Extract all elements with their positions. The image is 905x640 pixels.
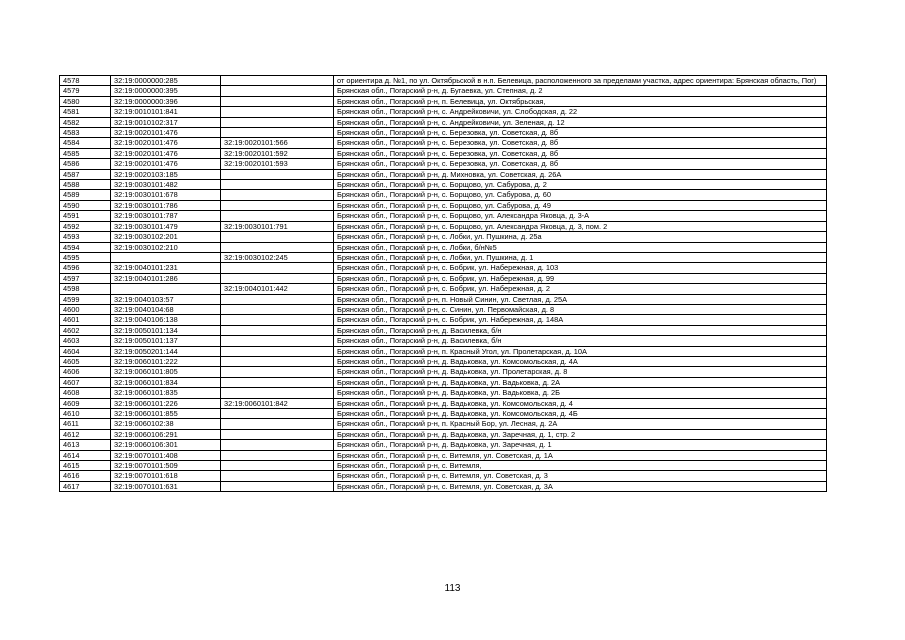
table-row: [60, 388, 827, 398]
cadastral-number-cell: 32:19:0060101:226: [111, 398, 221, 408]
address-cell: Брянская обл., Погарский р-н, с. Лобки, ул. Пушкина, д. 25а: [334, 232, 827, 242]
cadastral-number-cell: 32:19:0050101:134: [111, 325, 221, 335]
row-number-cell: 4595: [60, 252, 111, 262]
row-number-cell: 4583: [60, 128, 111, 138]
cadastral-number-cell: 32:19:0030101:786: [111, 200, 221, 210]
row-number-cell: 4599: [60, 294, 111, 304]
address-cell: Брянская обл., Погарский р-н, д. Вадьковка, ул. Пролетарская, д. 8: [334, 367, 827, 377]
address-cell: Брянская обл., Погарский р-н, п. Новый Синин, ул. Светлая, д. 25А: [334, 294, 827, 304]
related-cadastral-number-cell: [221, 96, 334, 106]
cadastral-number-cell: 32:19:0070101:509: [111, 461, 221, 471]
table-row: [60, 336, 827, 346]
table-row: [60, 263, 827, 273]
table-row: [60, 481, 827, 491]
related-cadastral-number-cell: 32:19:0040101:442: [221, 284, 334, 294]
table-row: [60, 159, 827, 169]
cadastral-number-cell: 32:19:0010101:841: [111, 107, 221, 117]
address-cell: Брянская обл., Погарский р-н, д. Вадьковка, ул. Заречная, д. 1: [334, 440, 827, 450]
table-row: [60, 346, 827, 356]
cadastral-number-cell: 32:19:0020101:476: [111, 138, 221, 148]
related-cadastral-number-cell: [221, 471, 334, 481]
address-cell: Брянская обл., Погарский р-н, с. Бобрик, ул. Набережная, д. 99: [334, 273, 827, 283]
cadastral-number-cell: [111, 284, 221, 294]
table-row: [60, 76, 827, 86]
related-cadastral-number-cell: [221, 367, 334, 377]
related-cadastral-number-cell: [221, 200, 334, 210]
row-number-cell: 4597: [60, 273, 111, 283]
cadastral-number-cell: 32:19:0000000:395: [111, 86, 221, 96]
address-cell: Брянская обл., Погарский р-н, д. Михновка, ул. Советская, д. 26А: [334, 169, 827, 179]
table-row: [60, 200, 827, 210]
related-cadastral-number-cell: [221, 232, 334, 242]
table-row: [60, 471, 827, 481]
cadastral-number-cell: 32:19:0020101:476: [111, 148, 221, 158]
table-row: [60, 304, 827, 314]
cadastral-number-cell: 32:19:0070101:631: [111, 481, 221, 491]
row-number-cell: 4602: [60, 325, 111, 335]
related-cadastral-number-cell: [221, 128, 334, 138]
row-number-cell: 4591: [60, 211, 111, 221]
row-number-cell: 4615: [60, 461, 111, 471]
address-cell: Брянская обл., Погарский р-н, с. Борщово, ул. Александра Яковца, д. 3, пом. 2: [334, 221, 827, 231]
related-cadastral-number-cell: 32:19:0030101:791: [221, 221, 334, 231]
row-number-cell: 4600: [60, 304, 111, 314]
table-row: [60, 419, 827, 429]
address-cell: Брянская обл., Погарский р-н, с. Бобрик, ул. Набережная, д. 2: [334, 284, 827, 294]
row-number-cell: 4592: [60, 221, 111, 231]
table-row: [60, 409, 827, 419]
table-row: [60, 356, 827, 366]
row-number-cell: 4611: [60, 419, 111, 429]
table-row: [60, 315, 827, 325]
table-row: [60, 377, 827, 387]
related-cadastral-number-cell: [221, 263, 334, 273]
related-cadastral-number-cell: 32:19:0020101:593: [221, 159, 334, 169]
related-cadastral-number-cell: [221, 388, 334, 398]
related-cadastral-number-cell: [221, 76, 334, 86]
related-cadastral-number-cell: [221, 86, 334, 96]
related-cadastral-number-cell: [221, 450, 334, 460]
row-number-cell: 4589: [60, 190, 111, 200]
address-cell: Брянская обл., Погарский р-н, с. Лобки, ул. Пушкина, д. 1: [334, 252, 827, 262]
cadastral-number-cell: 32:19:0050101:137: [111, 336, 221, 346]
related-cadastral-number-cell: [221, 107, 334, 117]
row-number-cell: 4607: [60, 377, 111, 387]
row-number-cell: 4609: [60, 398, 111, 408]
cadastral-number-cell: 32:19:0000000:285: [111, 76, 221, 86]
table-row: [60, 138, 827, 148]
cadastral-number-cell: 32:19:0040103:57: [111, 294, 221, 304]
cadastral-number-cell: 32:19:0060101:834: [111, 377, 221, 387]
address-cell: Брянская обл., Погарский р-н, с. Борщово, ул. Сабурова, д. 49: [334, 200, 827, 210]
related-cadastral-number-cell: [221, 117, 334, 127]
address-cell: Брянская обл., Погарский р-н, с. Витемля, ул. Советская, д. 3А: [334, 481, 827, 491]
cadastral-number-cell: 32:19:0070101:408: [111, 450, 221, 460]
row-number-cell: 4608: [60, 388, 111, 398]
table-row: [60, 107, 827, 117]
table-row: [60, 148, 827, 158]
cadastral-number-cell: 32:19:0060102:38: [111, 419, 221, 429]
cadastral-number-cell: 32:19:0060101:835: [111, 388, 221, 398]
row-number-cell: 4614: [60, 450, 111, 460]
row-number-cell: 4590: [60, 200, 111, 210]
table-row: [60, 273, 827, 283]
row-number-cell: 4605: [60, 356, 111, 366]
related-cadastral-number-cell: [221, 377, 334, 387]
row-number-cell: 4598: [60, 284, 111, 294]
address-cell: Брянская обл., Погарский р-н, с. Витемля, ул. Советская, д. 1А: [334, 450, 827, 460]
cadastral-number-cell: 32:19:0010102:317: [111, 117, 221, 127]
row-number-cell: 4584: [60, 138, 111, 148]
related-cadastral-number-cell: 32:19:0020101:566: [221, 138, 334, 148]
row-number-cell: 4612: [60, 429, 111, 439]
cadastral-number-cell: 32:19:0060101:222: [111, 356, 221, 366]
table-row: [60, 252, 827, 262]
table-row: [60, 242, 827, 252]
cadastral-number-cell: 32:19:0040104:68: [111, 304, 221, 314]
address-cell: Брянская обл., Погарский р-н, с. Березовка, ул. Советская, д. 8б: [334, 128, 827, 138]
address-cell: Брянская обл., Погарский р-н, с. Андрейковичи, ул. Зеленая, д. 12: [334, 117, 827, 127]
related-cadastral-number-cell: [221, 325, 334, 335]
address-cell: Брянская обл., Погарский р-н, с. Борщово, ул. Александра Яковца, д. 3-А: [334, 211, 827, 221]
address-cell: Брянская обл., Погарский р-н, с. Борщово, ул. Сабурова, д. 60: [334, 190, 827, 200]
address-cell: Брянская обл., Погарский р-н, с. Лобки, б/н№5: [334, 242, 827, 252]
address-cell: Брянская обл., Погарский р-н, д. Василевка, б/н: [334, 336, 827, 346]
address-cell: Брянская обл., Погарский р-н, д. Бугаевка, ул. Степная, д. 2: [334, 86, 827, 96]
related-cadastral-number-cell: [221, 242, 334, 252]
address-cell: Брянская обл., Погарский р-н, п. Красный Угол, ул. Пролетарская, д. 10А: [334, 346, 827, 356]
address-cell: Брянская обл., Погарский р-н, с. Синин, ул. Первомайская, д. 8: [334, 304, 827, 314]
cadastral-number-cell: 32:19:0030101:479: [111, 221, 221, 231]
cadastral-number-cell: 32:19:0020103:185: [111, 169, 221, 179]
address-cell: Брянская обл., Погарский р-н, п. Красный Бор, ул. Лесная, д. 2А: [334, 419, 827, 429]
related-cadastral-number-cell: [221, 211, 334, 221]
table-row: [60, 367, 827, 377]
row-number-cell: 4586: [60, 159, 111, 169]
cadastral-number-cell: 32:19:0020101:476: [111, 128, 221, 138]
row-number-cell: 4588: [60, 180, 111, 190]
cadastral-number-cell: 32:19:0020101:476: [111, 159, 221, 169]
address-cell: Брянская обл., Погарский р-н, д. Вадьковка, ул. Комсомольская, д. 4А: [334, 356, 827, 366]
address-cell: Брянская обл., Погарский р-н, с. Витемля, ул. Советская, д. 3: [334, 471, 827, 481]
table-row: [60, 180, 827, 190]
row-number-cell: 4603: [60, 336, 111, 346]
table-row: [60, 440, 827, 450]
address-cell: Брянская обл., Погарский р-н, д. Вадьковка, ул. Вадьковка, д. 2Б: [334, 388, 827, 398]
row-number-cell: 4587: [60, 169, 111, 179]
table-row: [60, 169, 827, 179]
table-row: [60, 211, 827, 221]
address-cell: Брянская обл., Погарский р-н, с. Березовка, ул. Советская, д. 8б: [334, 159, 827, 169]
related-cadastral-number-cell: [221, 190, 334, 200]
cadastral-number-cell: [111, 252, 221, 262]
related-cadastral-number-cell: [221, 315, 334, 325]
address-cell: Брянская обл., Погарский р-н, с. Андрейковичи, ул. Слободская, д. 22: [334, 107, 827, 117]
table-row: [60, 232, 827, 242]
related-cadastral-number-cell: [221, 356, 334, 366]
cadastral-number-cell: 32:19:0060106:291: [111, 429, 221, 439]
related-cadastral-number-cell: [221, 481, 334, 491]
row-number-cell: 4596: [60, 263, 111, 273]
related-cadastral-number-cell: [221, 294, 334, 304]
cadastral-number-cell: 32:19:0060101:855: [111, 409, 221, 419]
related-cadastral-number-cell: [221, 440, 334, 450]
table-row: [60, 294, 827, 304]
cadastral-number-cell: 32:19:0070101:618: [111, 471, 221, 481]
table-row: [60, 86, 827, 96]
cadastral-number-cell: 32:19:0030101:678: [111, 190, 221, 200]
cadastral-number-cell: 32:19:0040101:286: [111, 273, 221, 283]
related-cadastral-number-cell: [221, 429, 334, 439]
registry-table: [59, 75, 827, 492]
address-cell: Брянская обл., Погарский р-н, с. Березовка, ул. Советская, д. 8б: [334, 148, 827, 158]
cadastral-number-cell: 32:19:0040101:231: [111, 263, 221, 273]
table-row: [60, 96, 827, 106]
row-number-cell: 4601: [60, 315, 111, 325]
table-row: [60, 117, 827, 127]
cadastral-number-cell: 32:19:0050201:144: [111, 346, 221, 356]
row-number-cell: 4606: [60, 367, 111, 377]
address-cell: Брянская обл., Погарский р-н, д. Вадьковка, ул. Комсомольская, д. 4Б: [334, 409, 827, 419]
row-number-cell: 4610: [60, 409, 111, 419]
row-number-cell: 4585: [60, 148, 111, 158]
address-cell: Брянская обл., Погарский р-н, с. Витемля,: [334, 461, 827, 471]
table-row: [60, 284, 827, 294]
row-number-cell: 4593: [60, 232, 111, 242]
cadastral-number-cell: 32:19:0060106:301: [111, 440, 221, 450]
address-cell: Брянская обл., Погарский р-н, с. Борщово, ул. Сабурова, д. 2: [334, 180, 827, 190]
related-cadastral-number-cell: [221, 409, 334, 419]
row-number-cell: 4613: [60, 440, 111, 450]
related-cadastral-number-cell: 32:19:0020101:592: [221, 148, 334, 158]
related-cadastral-number-cell: 32:19:0060101:842: [221, 398, 334, 408]
cadastral-number-cell: 32:19:0000000:396: [111, 96, 221, 106]
table-row: [60, 325, 827, 335]
cadastral-number-cell: 32:19:0030102:201: [111, 232, 221, 242]
row-number-cell: 4582: [60, 117, 111, 127]
row-number-cell: 4604: [60, 346, 111, 356]
row-number-cell: 4616: [60, 471, 111, 481]
row-number-cell: 4580: [60, 96, 111, 106]
table-row: [60, 429, 827, 439]
related-cadastral-number-cell: [221, 346, 334, 356]
table-row: [60, 221, 827, 231]
address-cell: Брянская обл., Погарский р-н, с. Бобрик, ул. Набережная, д. 148А: [334, 315, 827, 325]
row-number-cell: 4578: [60, 76, 111, 86]
table-row: [60, 461, 827, 471]
address-cell: Брянская обл., Погарский р-н, д. Василевка, б/н: [334, 325, 827, 335]
address-cell: Брянская обл., Погарский р-н, с. Березовка, ул. Советская, д. 8б: [334, 138, 827, 148]
related-cadastral-number-cell: 32:19:0030102:245: [221, 252, 334, 262]
cadastral-number-cell: 32:19:0060101:805: [111, 367, 221, 377]
related-cadastral-number-cell: [221, 180, 334, 190]
address-cell: Брянская обл., Погарский р-н, с. Бобрик, ул. Набережная, д. 103: [334, 263, 827, 273]
related-cadastral-number-cell: [221, 304, 334, 314]
row-number-cell: 4594: [60, 242, 111, 252]
address-cell: Брянская обл., Погарский р-н, д. Вадьковка, ул. Комсомольская, д. 4: [334, 398, 827, 408]
page-number: 113: [444, 583, 461, 594]
address-cell: от ориентира д. №1, по ул. Октябрьской в н.п. Белевица, расположенного за пределами участка, адрес ориентира: Брянская область, Пог): [334, 76, 827, 86]
address-cell: Брянская обл., Погарский р-н, д. Вадьковка, ул. Заречная, д. 1, стр. 2: [334, 429, 827, 439]
cadastral-number-cell: 32:19:0030102:210: [111, 242, 221, 252]
address-cell: Брянская обл., Погарский р-н, д. Вадьковка, ул. Вадьковка, д. 2А: [334, 377, 827, 387]
related-cadastral-number-cell: [221, 169, 334, 179]
cadastral-number-cell: 32:19:0040106:138: [111, 315, 221, 325]
row-number-cell: 4581: [60, 107, 111, 117]
cadastral-number-cell: 32:19:0030101:787: [111, 211, 221, 221]
row-number-cell: 4579: [60, 86, 111, 96]
related-cadastral-number-cell: [221, 273, 334, 283]
related-cadastral-number-cell: [221, 419, 334, 429]
table-row: [60, 190, 827, 200]
table-row: [60, 128, 827, 138]
registry-table-body: [60, 76, 827, 492]
row-number-cell: 4617: [60, 481, 111, 491]
address-cell: Брянская обл., Погарский р-н, п. Белевица, ул. Октябрьская,: [334, 96, 827, 106]
table-row: [60, 398, 827, 408]
related-cadastral-number-cell: [221, 336, 334, 346]
related-cadastral-number-cell: [221, 461, 334, 471]
table-row: [60, 450, 827, 460]
cadastral-number-cell: 32:19:0030101:482: [111, 180, 221, 190]
